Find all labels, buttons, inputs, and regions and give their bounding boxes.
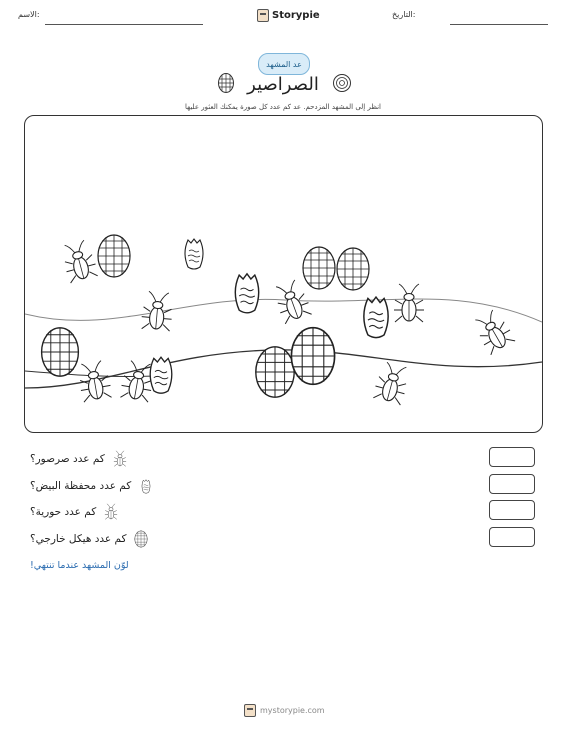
color-the-scene-note: لوّن المشهد عندما تنتهي! [30, 560, 129, 571]
busy-scene [24, 115, 543, 433]
name-label: الاسم: [18, 10, 40, 19]
scene-drawing [25, 116, 542, 432]
nymph-icon [102, 503, 120, 521]
question-3-text: كم عدد حورية؟ [30, 506, 97, 518]
answer-box-3[interactable] [489, 500, 535, 520]
date-label: التاريخ: [392, 10, 416, 19]
cockroach-icon [111, 450, 129, 468]
scene-count-badge: عد المشهد [258, 53, 310, 75]
footer [244, 704, 325, 717]
egg-case-icon [137, 477, 155, 495]
question-1-text: كم عدد صرصور؟ [30, 453, 105, 465]
date-line[interactable] [450, 24, 548, 25]
answer-box-1[interactable] [489, 447, 535, 467]
storypie-logo-icon [257, 9, 269, 22]
question-4-text: كم عدد هيكل خارجي؟ [30, 533, 127, 545]
exoskeleton-icon [132, 530, 150, 548]
question-2-text: كم عدد محفظة البيض؟ [30, 480, 132, 492]
instructions: انظر إلى المشهد المزدحم. عد كم عدد كل صورة يمكنك العثور عليها [185, 103, 381, 111]
storypie-logo [257, 9, 320, 22]
storypie-footer-icon [244, 704, 256, 717]
page-title: الصراصير [247, 74, 319, 95]
answer-box-2[interactable] [489, 474, 535, 494]
footer-site: mystorypie.com [260, 706, 325, 715]
name-line[interactable] [45, 24, 203, 25]
answer-box-4[interactable] [489, 527, 535, 547]
brand-name: Storypie [272, 10, 320, 21]
question-1 [30, 450, 129, 468]
shell-title-icon-right [332, 73, 352, 93]
question-4 [30, 530, 150, 548]
question-3 [30, 503, 120, 521]
question-2 [30, 477, 155, 495]
